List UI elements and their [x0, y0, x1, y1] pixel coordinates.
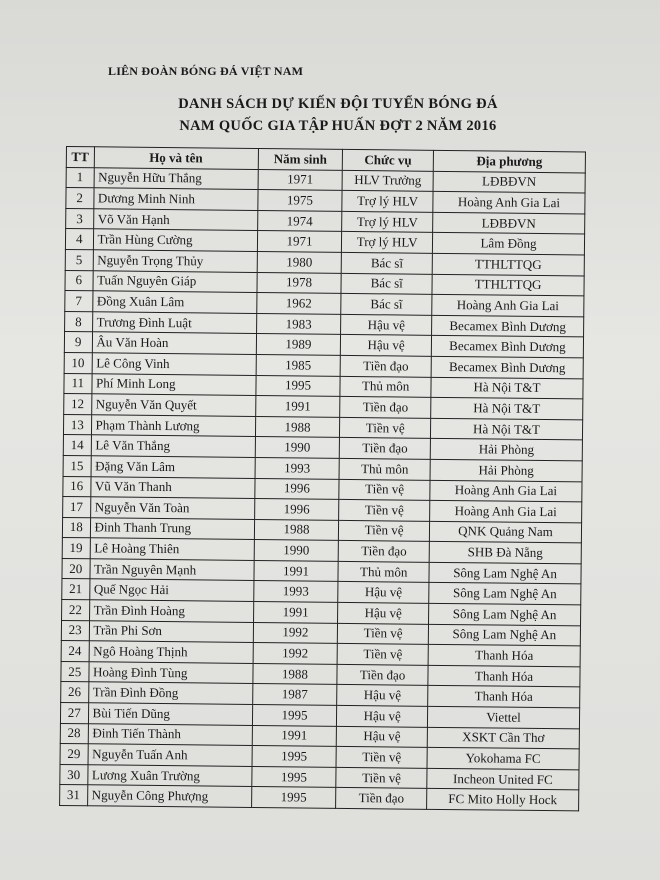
position-cell: Tiền đạo [340, 397, 431, 419]
club-cell: Becamex Bình Dương [431, 356, 583, 378]
row-number-cell: 25 [61, 661, 89, 682]
member-name-cell: Lê Hoàng Thiên [90, 538, 254, 560]
table-body [60, 167, 586, 811]
position-cell: Bác sĩ [341, 273, 432, 295]
row-number-cell: 24 [61, 641, 89, 662]
club-cell: Lâm Đồng [432, 233, 584, 255]
club-cell: FC Mito Holly Hock [427, 789, 579, 811]
member-name-cell: Nguyễn Văn Quyết [91, 394, 255, 416]
row-number-cell: 29 [60, 744, 88, 765]
birth-year-cell: 1989 [256, 334, 341, 355]
club-cell: Becamex Bình Dương [431, 336, 583, 358]
club-cell: Hà Nội T&T [431, 377, 583, 399]
member-name-cell: Hoàng Đình Tùng [88, 662, 252, 684]
club-cell: Sông Lam Nghệ An [428, 624, 580, 646]
row-number-cell: 11 [64, 373, 92, 394]
member-name-cell: Trần Đình Hoàng [89, 600, 253, 622]
row-number-cell: 5 [65, 249, 93, 270]
row-number-cell: 4 [65, 229, 93, 250]
member-name-cell: Nguyễn Văn Toàn [90, 497, 254, 519]
position-cell: Tiền đạo [337, 664, 428, 686]
row-number-cell: 2 [66, 188, 94, 209]
member-name-cell: Trần Nguyên Mạnh [89, 559, 253, 581]
club-cell: Hoàng Anh Gia Lai [432, 294, 584, 316]
position-cell: Thủ môn [340, 376, 431, 398]
row-number-cell: 8 [65, 311, 93, 332]
birth-year-cell: 1991 [255, 396, 340, 417]
position-cell: Tiền vệ [337, 644, 428, 666]
club-cell: Sông Lam Nghệ An [429, 583, 581, 605]
position-cell: HLV Trưởng [342, 170, 433, 192]
club-cell: Sông Lam Nghệ An [429, 603, 581, 625]
birth-year-cell: 1988 [255, 416, 340, 437]
birth-year-cell: 1975 [258, 190, 343, 211]
club-cell: Hà Nội T&T [431, 397, 583, 419]
birth-year-cell: 1962 [256, 293, 341, 314]
member-name-cell: Nguyễn Trọng Thủy [93, 250, 257, 272]
row-number-cell: 21 [62, 579, 90, 600]
position-cell: Trợ lý HLV [342, 232, 433, 254]
birth-year-cell: 1991 [254, 560, 339, 581]
member-name-cell: Đồng Xuân Lâm [92, 291, 256, 313]
document-title-line-1: DANH SÁCH DỰ KIẾN ĐỘI TUYỂN BÓNG ĐÁ [178, 96, 498, 112]
club-cell: Hải Phòng [430, 459, 582, 481]
member-name-cell: Nguyễn Công Phượng [87, 785, 251, 807]
row-number-cell: 14 [63, 435, 91, 456]
position-cell: Hậu vệ [341, 314, 432, 336]
row-number-cell: 1 [66, 167, 94, 188]
row-number-cell: 7 [65, 291, 93, 312]
position-cell: Tiền đạo [338, 541, 429, 563]
position-cell: Tiền vệ [336, 767, 427, 789]
club-cell: Viettel [427, 706, 579, 728]
position-cell: Tiền đạo [340, 438, 431, 460]
position-cell: Bác sĩ [341, 252, 432, 274]
birth-year-cell: 1995 [251, 787, 336, 808]
birth-year-cell: 1995 [252, 705, 337, 726]
club-cell: LĐBĐVN [433, 212, 585, 234]
position-cell: Hậu vệ [341, 335, 432, 357]
row-number-cell: 27 [60, 703, 88, 724]
club-cell: Hoàng Anh Gia Lai [430, 500, 582, 522]
position-cell: Tiền vệ [336, 747, 427, 769]
birth-year-cell: 1971 [257, 231, 342, 252]
birth-year-cell: 1991 [252, 725, 337, 746]
row-number-cell: 10 [64, 352, 92, 373]
club-cell: XSKT Cần Thơ [427, 727, 579, 749]
member-name-cell: Trương Đình Luật [92, 312, 256, 334]
row-number-cell: 28 [60, 723, 88, 744]
birth-year-cell: 1990 [255, 437, 340, 458]
member-name-cell: Nguyễn Tuấn Anh [88, 744, 252, 766]
club-cell: Becamex Bình Dương [432, 315, 584, 337]
club-cell: LĐBĐVN [433, 171, 585, 193]
column-header-birth-year: Năm sinh [258, 149, 343, 170]
position-cell: Tiền vệ [338, 623, 429, 645]
member-name-cell: Ngô Hoàng Thịnh [89, 641, 253, 663]
row-number-cell: 18 [62, 517, 90, 538]
position-cell: Hậu vệ [337, 726, 428, 748]
row-number-cell: 26 [61, 682, 89, 703]
member-name-cell: Trần Phi Sơn [89, 620, 253, 642]
position-cell: Tiền đạo [336, 788, 427, 810]
birth-year-cell: 1993 [253, 581, 338, 602]
row-number-cell: 22 [62, 600, 90, 621]
member-name-cell: Đặng Văn Lâm [91, 456, 255, 478]
member-name-cell: Nguyễn Hữu Thắng [94, 167, 258, 189]
row-number-cell: 9 [64, 332, 92, 353]
row-number-cell: 16 [63, 476, 91, 497]
row-number-cell: 19 [62, 538, 90, 559]
member-name-cell: Bùi Tiến Dũng [88, 703, 252, 725]
position-cell: Hậu vệ [338, 602, 429, 624]
member-name-cell: Lê Văn Thắng [91, 435, 255, 457]
row-number-cell: 13 [63, 414, 91, 435]
member-name-cell: Tuấn Nguyên Giáp [92, 270, 256, 292]
club-cell: Thanh Hóa [428, 645, 580, 667]
birth-year-cell: 1995 [256, 375, 341, 396]
club-cell: Sông Lam Nghệ An [429, 562, 581, 584]
birth-year-cell: 1983 [256, 313, 341, 334]
club-cell: Hà Nội T&T [430, 418, 582, 440]
row-number-cell: 12 [64, 394, 92, 415]
birth-year-cell: 1988 [253, 663, 338, 684]
row-number-cell: 17 [63, 497, 91, 518]
club-cell: Thanh Hóa [428, 665, 580, 687]
column-header-name: Họ và tên [94, 147, 258, 169]
organization-name: LIÊN ĐOÀN BÓNG ĐÁ VIỆT NAM [108, 64, 304, 78]
birth-year-cell: 1992 [253, 622, 338, 643]
club-cell: TTHLTTQG [432, 253, 584, 275]
column-header-tt: TT [66, 147, 94, 168]
birth-year-cell: 1991 [253, 602, 338, 623]
table-row [60, 785, 579, 811]
member-name-cell: Lương Xuân Trường [87, 765, 251, 787]
member-name-cell: Đinh Tiến Thành [88, 723, 252, 745]
club-cell: SHB Đà Nẵng [429, 542, 581, 564]
position-cell: Trợ lý HLV [342, 191, 433, 213]
row-number-cell: 30 [60, 764, 88, 785]
member-name-cell: Vũ Văn Thanh [90, 476, 254, 498]
position-cell: Hậu vệ [338, 582, 429, 604]
position-cell: Tiền vệ [340, 417, 431, 439]
position-cell: Hậu vệ [337, 685, 428, 707]
birth-year-cell: 1978 [257, 272, 342, 293]
position-cell: Thủ môn [339, 458, 430, 480]
row-number-cell: 23 [61, 620, 89, 641]
birth-year-cell: 1996 [254, 478, 339, 499]
member-name-cell: Trần Đình Đồng [88, 682, 252, 704]
club-cell: Incheon United FC [427, 768, 579, 790]
birth-year-cell: 1993 [255, 457, 340, 478]
column-header-club: Địa phương [433, 150, 585, 172]
position-cell: Tiền đạo [340, 355, 431, 377]
birth-year-cell: 1974 [257, 210, 342, 231]
position-cell: Trợ lý HLV [342, 211, 433, 233]
member-name-cell: Lê Công Vinh [92, 353, 256, 375]
member-name-cell: Đinh Thanh Trung [90, 517, 254, 539]
position-cell: Hậu vệ [337, 705, 428, 727]
member-name-cell: Dương Minh Ninh [93, 188, 257, 210]
club-cell: TTHLTTQG [432, 274, 584, 296]
row-number-cell: 3 [66, 208, 94, 229]
row-number-cell: 6 [65, 270, 93, 291]
column-header-position: Chức vụ [343, 149, 434, 171]
club-cell: QNK Quảng Nam [429, 521, 581, 543]
position-cell: Tiền vệ [339, 479, 430, 501]
position-cell: Tiền vệ [339, 520, 430, 542]
member-name-cell: Võ Văn Hạnh [93, 209, 257, 231]
birth-year-cell: 1971 [258, 169, 343, 190]
birth-year-cell: 1987 [252, 684, 337, 705]
member-name-cell: Phạm Thành Lương [91, 414, 255, 436]
row-number-cell: 20 [62, 558, 90, 579]
club-cell: Yokohama FC [427, 748, 579, 770]
member-name-cell: Âu Văn Hoàn [92, 332, 256, 354]
member-name-cell: Trần Hùng Cường [93, 229, 257, 251]
club-cell: Hoàng Anh Gia Lai [430, 480, 582, 502]
member-name-cell: Phí Minh Long [91, 373, 255, 395]
birth-year-cell: 1990 [254, 540, 339, 561]
row-number-cell: 31 [60, 785, 88, 806]
club-cell: Hoàng Anh Gia Lai [433, 192, 585, 214]
position-cell: Thủ môn [338, 561, 429, 583]
birth-year-cell: 1980 [257, 251, 342, 272]
birth-year-cell: 1992 [253, 643, 338, 664]
row-number-cell: 15 [63, 455, 91, 476]
squad-table [59, 146, 586, 811]
member-name-cell: Quế Ngọc Hải [89, 579, 253, 601]
birth-year-cell: 1995 [251, 766, 336, 787]
birth-year-cell: 1985 [256, 354, 341, 375]
club-cell: Hải Phòng [430, 439, 582, 461]
position-cell: Bác sĩ [341, 294, 432, 316]
birth-year-cell: 1996 [254, 499, 339, 520]
birth-year-cell: 1995 [252, 746, 337, 767]
document-title-line-2: NAM QUỐC GIA TẬP HUẤN ĐỢT 2 NĂM 2016 [179, 118, 497, 134]
position-cell: Tiền vệ [339, 499, 430, 521]
club-cell: Thanh Hóa [428, 686, 580, 708]
birth-year-cell: 1988 [254, 519, 339, 540]
